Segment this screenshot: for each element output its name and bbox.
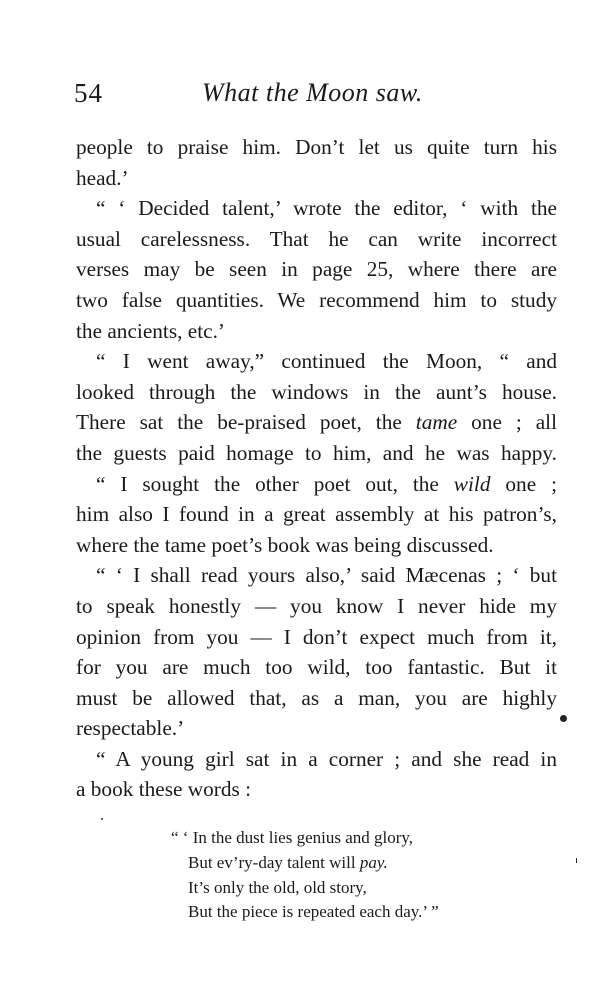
ink-speck xyxy=(560,715,567,722)
text-line: people to praise him. Don’t let us quite turn his xyxy=(76,135,557,159)
text-line: usual carelessness. That he can write incorrect xyxy=(76,226,557,251)
verse-block xyxy=(171,826,531,925)
text-segment: one ; xyxy=(505,471,558,496)
text-line: a book these words : xyxy=(76,777,252,802)
running-title: What the Moon saw. xyxy=(202,78,423,107)
text-line: the guests paid homage to him, and he was happy. xyxy=(76,440,557,465)
text-line: to speak honestly — you know I never hide my xyxy=(76,593,557,618)
emphasis-wild: wild xyxy=(453,471,491,496)
text-segment: But ev’ry-day talent will xyxy=(188,852,356,872)
verse-line: “ ‘ In the dust lies genius and glory, xyxy=(171,828,414,847)
text-line: looked through the windows in the aunt’s house. xyxy=(76,379,557,404)
verse-line: But the piece is repeated each day.’ ” xyxy=(188,902,439,922)
body-text xyxy=(76,132,557,805)
ink-speck xyxy=(101,818,103,820)
emphasis-tame: tame xyxy=(415,410,458,435)
text-line: “ ‘ Decided talent,’ wrote the editor, ‘ with the xyxy=(96,196,557,221)
text-line: him also I found in a great assembly at his patron’s, xyxy=(76,502,557,527)
text-line: must be allowed that, as a man, you are highly xyxy=(76,685,557,710)
emphasis-pay: pay. xyxy=(359,852,388,872)
text-line: “ A young girl sat in a corner ; and she read in xyxy=(96,746,557,771)
verse-line xyxy=(171,851,531,876)
text-line xyxy=(76,407,557,438)
verse-line: It’s only the old, old story, xyxy=(188,877,367,897)
text-line: two false quantities. We recommend him to study xyxy=(76,287,557,312)
text-line: verses may be seen in page 25, where there are xyxy=(76,257,557,282)
text-line: “ I went away,” continued the Moon, “ and xyxy=(96,349,557,374)
text-line: the ancients, etc.’ xyxy=(76,318,226,343)
text-segment: There sat the be-praised poet, the xyxy=(76,410,402,435)
text-line: head.’ xyxy=(76,165,129,190)
text-line: respectable.’ xyxy=(76,716,185,741)
page-number: 54 xyxy=(74,78,103,108)
text-line: “ ‘ I shall read yours also,’ said Mæcenas ; ‘ but xyxy=(96,563,557,588)
text-line: opinion from you — I don’t expect much from it, xyxy=(76,624,557,649)
text-segment: “ I sought the other poet out, the xyxy=(96,471,439,496)
ink-speck xyxy=(576,858,577,863)
text-line xyxy=(76,469,557,500)
text-line: where the tame poet’s book was being discussed. xyxy=(76,532,494,557)
page-header xyxy=(74,78,554,112)
text-segment: one ; all xyxy=(471,410,558,435)
text-line: for you are much too wild, too fantastic. But it xyxy=(76,655,557,680)
